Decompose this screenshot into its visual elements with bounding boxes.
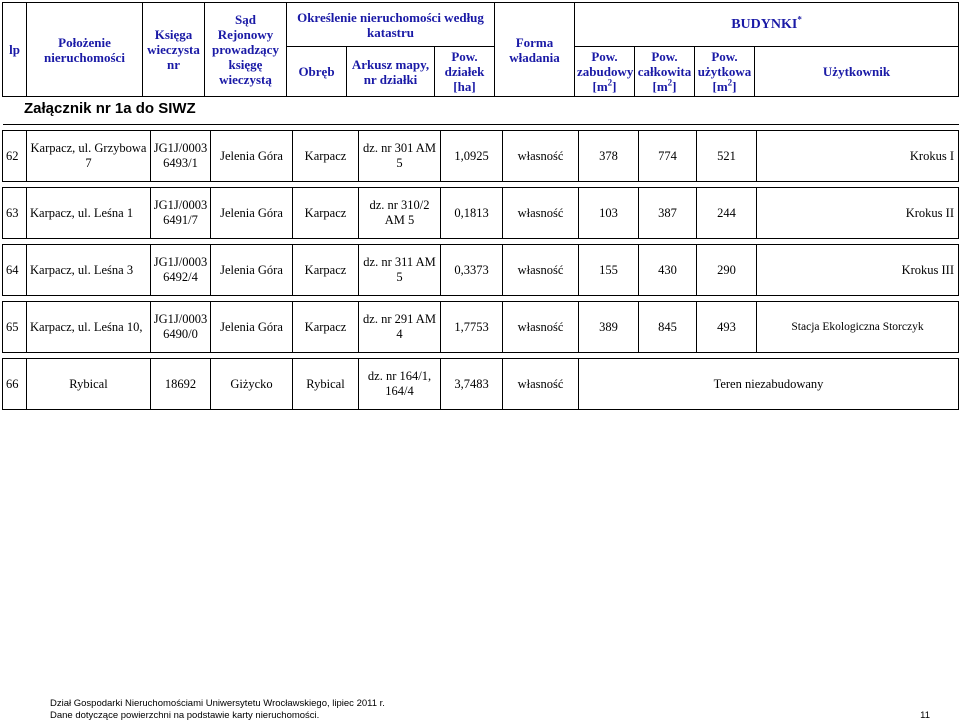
cell-lp: 64 — [3, 245, 27, 296]
table-row — [3, 245, 959, 296]
cell-uzytkownik: Krokus I — [757, 131, 959, 182]
col-ksiega: Księga wieczysta nr — [143, 3, 205, 97]
col-pow-calkowita: Pow. całkowita $[m^2]$ — [635, 47, 695, 97]
cell-ksiega: 18692 — [151, 359, 211, 410]
cell-pow-dzialek: 3,7483 — [441, 359, 503, 410]
cell-lp: 66 — [3, 359, 27, 410]
col-okreslenie: Określenie nieruchomości według katastru — [287, 3, 495, 47]
cell-forma: własność — [503, 131, 579, 182]
cell-pow-uzytkowa: 521 — [697, 131, 757, 182]
col-budynki — [575, 3, 959, 47]
cell-sad: Jelenia Góra — [211, 245, 293, 296]
cell-polozenie: Karpacz, ul. Leśna 3 — [27, 245, 151, 296]
cell-obreb: Karpacz — [293, 245, 359, 296]
cell-ksiega: JG1J/0003 6492/4 — [151, 245, 211, 296]
footer-line-2: Dane dotyczące powierzchni na podstawie karty nieruchomości. — [50, 710, 320, 721]
cell-polozenie: Rybical — [27, 359, 151, 410]
cell-pow-zabudowy: 103 — [579, 188, 639, 239]
col-uzytkownik: Użytkownik — [755, 47, 959, 97]
cell-forma: własność — [503, 245, 579, 296]
cell-ksiega: JG1J/0003 6493/1 — [151, 131, 211, 182]
cell-arkusz: dz. nr 301 AM 5 — [359, 131, 441, 182]
cell-pow-calkowita: 774 — [639, 131, 697, 182]
cell-forma: własność — [503, 302, 579, 353]
col-lp: lp — [3, 3, 27, 97]
cell-obreb: Karpacz — [293, 131, 359, 182]
budynki-mark: * — [797, 14, 802, 25]
col-obreb: Obręb — [287, 47, 347, 97]
cell-lp: 65 — [3, 302, 27, 353]
cell-uzytkownik: Stacja Ekologiczna Storczyk — [757, 302, 959, 353]
cell-pow-calkowita: 430 — [639, 245, 697, 296]
annex-title: Załącznik nr 1a do SIWZ — [24, 100, 196, 117]
cell-uzytkownik: Krokus II — [757, 188, 959, 239]
page-number: 11 — [920, 710, 930, 721]
cell-pow-uzytkowa: 290 — [697, 245, 757, 296]
cell-pow-calkowita: 387 — [639, 188, 697, 239]
cell-sad: Jelenia Góra — [211, 131, 293, 182]
cell-arkusz: dz. nr 164/1, 164/4 — [359, 359, 441, 410]
cell-ksiega: JG1J/0003 6491/7 — [151, 188, 211, 239]
table-row — [3, 188, 959, 239]
cell-lp: 63 — [3, 188, 27, 239]
col-pow-dzialek: Pow. działek [ha] — [435, 47, 495, 97]
col-pow-zabudowy: Pow. zabudowy $[m^2]$ — [575, 47, 635, 97]
table-row — [3, 302, 959, 353]
cell-polozenie: Karpacz, ul. Leśna 10, — [27, 302, 151, 353]
cell-forma: własność — [503, 188, 579, 239]
cell-obreb: Rybical — [293, 359, 359, 410]
cell-sad: Giżycko — [211, 359, 293, 410]
cell-pow-zabudowy: 389 — [579, 302, 639, 353]
table-header — [2, 2, 958, 122]
cell-pow-zabudowy: 378 — [579, 131, 639, 182]
table-row — [3, 131, 959, 182]
cell-pow-dzialek: 1,7753 — [441, 302, 503, 353]
cell-polozenie: Karpacz, ul. Leśna 1 — [27, 188, 151, 239]
cell-arkusz: dz. nr 311 AM 5 — [359, 245, 441, 296]
cell-sad: Jelenia Góra — [211, 188, 293, 239]
cell-pow-dzialek: 1,0925 — [441, 131, 503, 182]
cell-opis: Teren niezabudowany — [579, 359, 959, 410]
col-arkusz: Arkusz mapy, nr działki — [347, 47, 435, 97]
cell-polozenie: Karpacz, ul. Grzybowa 7 — [27, 131, 151, 182]
cell-uzytkownik: Krokus III — [757, 245, 959, 296]
cell-pow-dzialek: 0,1813 — [441, 188, 503, 239]
cell-pow-zabudowy: 155 — [579, 245, 639, 296]
col-polozenie: Położenie nieruchomości — [27, 3, 143, 97]
cell-pow-uzytkowa: 244 — [697, 188, 757, 239]
data-table — [2, 124, 958, 410]
col-forma: Forma władania — [495, 3, 575, 97]
cell-pow-dzialek: 0,3373 — [441, 245, 503, 296]
footer-line-1: Dział Gospodarki Nieruchomościami Uniwersytetu Wrocławskiego, lipiec 2011 r. — [50, 698, 385, 709]
cell-obreb: Karpacz — [293, 302, 359, 353]
cell-arkusz: dz. nr 291 AM 4 — [359, 302, 441, 353]
table-row — [3, 359, 959, 410]
footer — [50, 698, 930, 722]
col-pow-uzytkowa: Pow. użytkowa $[m^2]$ — [695, 47, 755, 97]
cell-arkusz: dz. nr 310/2 AM 5 — [359, 188, 441, 239]
cell-sad: Jelenia Góra — [211, 302, 293, 353]
cell-ksiega: JG1J/0003 6490/0 — [151, 302, 211, 353]
cell-forma: własność — [503, 359, 579, 410]
col-sad: Sąd Rejonowy prowadzący księgę wieczystą — [205, 3, 287, 97]
budynki-label: BUDYNKI — [731, 17, 798, 32]
cell-obreb: Karpacz — [293, 188, 359, 239]
cell-pow-calkowita: 845 — [639, 302, 697, 353]
cell-lp: 62 — [3, 131, 27, 182]
cell-pow-uzytkowa: 493 — [697, 302, 757, 353]
